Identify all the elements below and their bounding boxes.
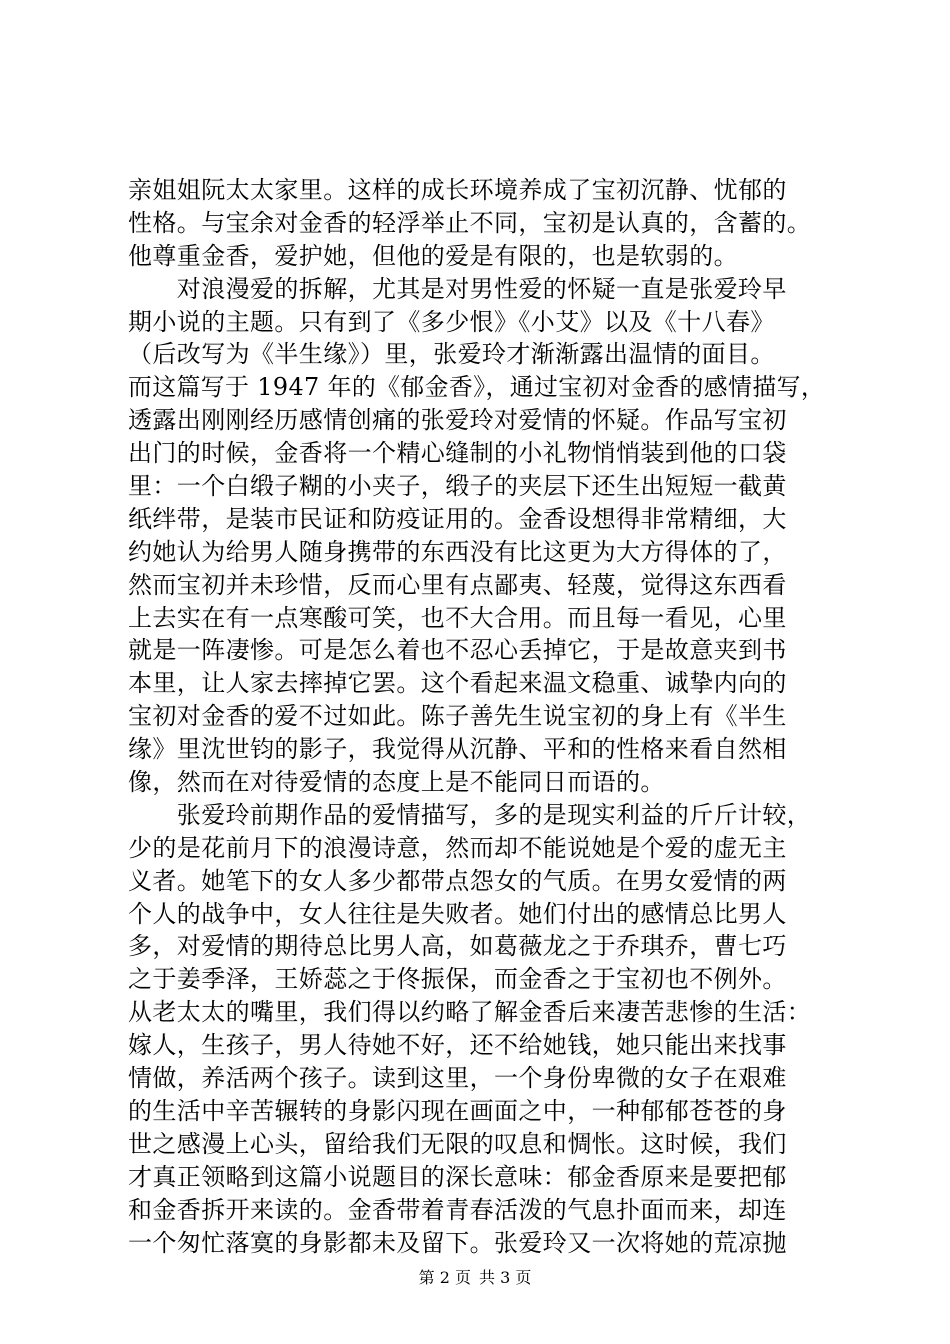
text-line: 一个匆忙落寞的身影都未及留下。张爱玲又一次将她的荒凉抛 [128,1228,787,1257]
page-number: 第 2 页 [418,1268,471,1287]
text-line: 情做，养活两个孩子。读到这里，一个身份卑微的女子在艰难 [128,1064,787,1093]
text-line: （后改写为《半生缘》）里，张爱玲才渐渐露出温情的面目。 [128,340,775,369]
text-line: 少的是花前月下的浪漫诗意，然而却不能说她是个爱的虚无主 [128,833,787,862]
text-line: 出门的时候，金香将一个精心缝制的小礼物悄悄装到他的口袋 [128,439,787,468]
text-line: 期小说的主题。只有到了《多少恨》《小艾》以及《十八春》 [128,307,775,336]
body-text [128,174,828,1259]
text-line: 从老太太的嘴里，我们得以约略了解金香后来凄苦悲惨的生活： [128,998,812,1027]
text-line: 之于姜季泽，王娇蕊之于佟振保，而金香之于宝初也不例外。 [128,965,787,994]
text-line: 里：一个白缎子糊的小夹子，缎子的夹层下还生出短短一截黄 [128,472,787,501]
text-line: 个人的战争中，女人往往是失败者。她们付出的感情总比男人 [128,899,787,928]
text-line: 义者。她笔下的女人多少都带点怨女的气质。在男女爱情的两 [128,866,787,895]
text-line: 性格。与宝余对金香的轻浮举止不同，宝初是认真的，含蓄的。 [128,208,812,237]
text-line: 而这篇写于 1947 年的《郁金香》，通过宝初对金香的感情描写， [128,373,826,402]
text-line: 透露出刚刚经历感情创痛的张爱玲对爱情的怀疑。作品写宝初 [128,406,787,435]
page-footer [0,1268,950,1288]
text-line: 和金香拆开来读的。金香带着青春活泼的气息扑面而来，却连 [128,1195,787,1224]
text-line: 本里，让人家去摔掉它罢。这个看起来温文稳重、诚挚内向的 [128,669,787,698]
text-line: 然而宝初并未珍惜，反而心里有点鄙夷、轻蔑，觉得这东西看 [128,570,787,599]
text-line: 宝初对金香的爱不过如此。陈子善先生说宝初的身上有《半生 [128,702,787,731]
text-line: 他尊重金香，爱护她，但他的爱是有限的，也是软弱的。 [128,241,738,270]
text-line: 缘》里沈世钧的影子，我觉得从沉静、平和的性格来看自然相 [128,735,787,764]
text-line: 多，对爱情的期待总比男人高，如葛薇龙之于乔琪乔，曹七巧 [128,932,787,961]
text-line: 才真正领略到这篇小说题目的深长意味：郁金香原来是要把郁 [128,1162,787,1191]
text-line: 世之感漫上心头，留给我们无限的叹息和惆怅。这时候，我们 [128,1129,787,1158]
text-line: 嫁人，生孩子，男人待她不好，还不给她钱，她只能出来找事 [128,1031,787,1060]
text-line: 对浪漫爱的拆解，尤其是对男性爱的怀疑一直是张爱玲早 [128,274,787,303]
text-line: 约她认为给男人随身携带的东西没有比这更为大方得体的了， [128,537,787,566]
text-line: 张爱玲前期作品的爱情描写，多的是现实利益的斤斤计较， [128,800,812,829]
text-line: 像，然而在对待爱情的态度上是不能同日而语的。 [128,768,665,797]
page-total: 共 3 页 [479,1268,532,1287]
text-line: 上去实在有一点寒酸可笑，也不大合用。而且每一看见，心里 [128,603,787,632]
text-line: 就是一阵凄惨。可是怎么着也不忍心丢掉它，于是故意夹到书 [128,636,787,665]
text-line: 的生活中辛苦辗转的身影闪现在画面之中，一种郁郁苍苍的身 [128,1096,787,1125]
text-line: 纸绊带，是装市民证和防疫证用的。金香设想得非常精细，大 [128,504,787,533]
text-line: 亲姐姐阮太太家里。这样的成长环境养成了宝初沉静、忧郁的 [128,176,787,204]
